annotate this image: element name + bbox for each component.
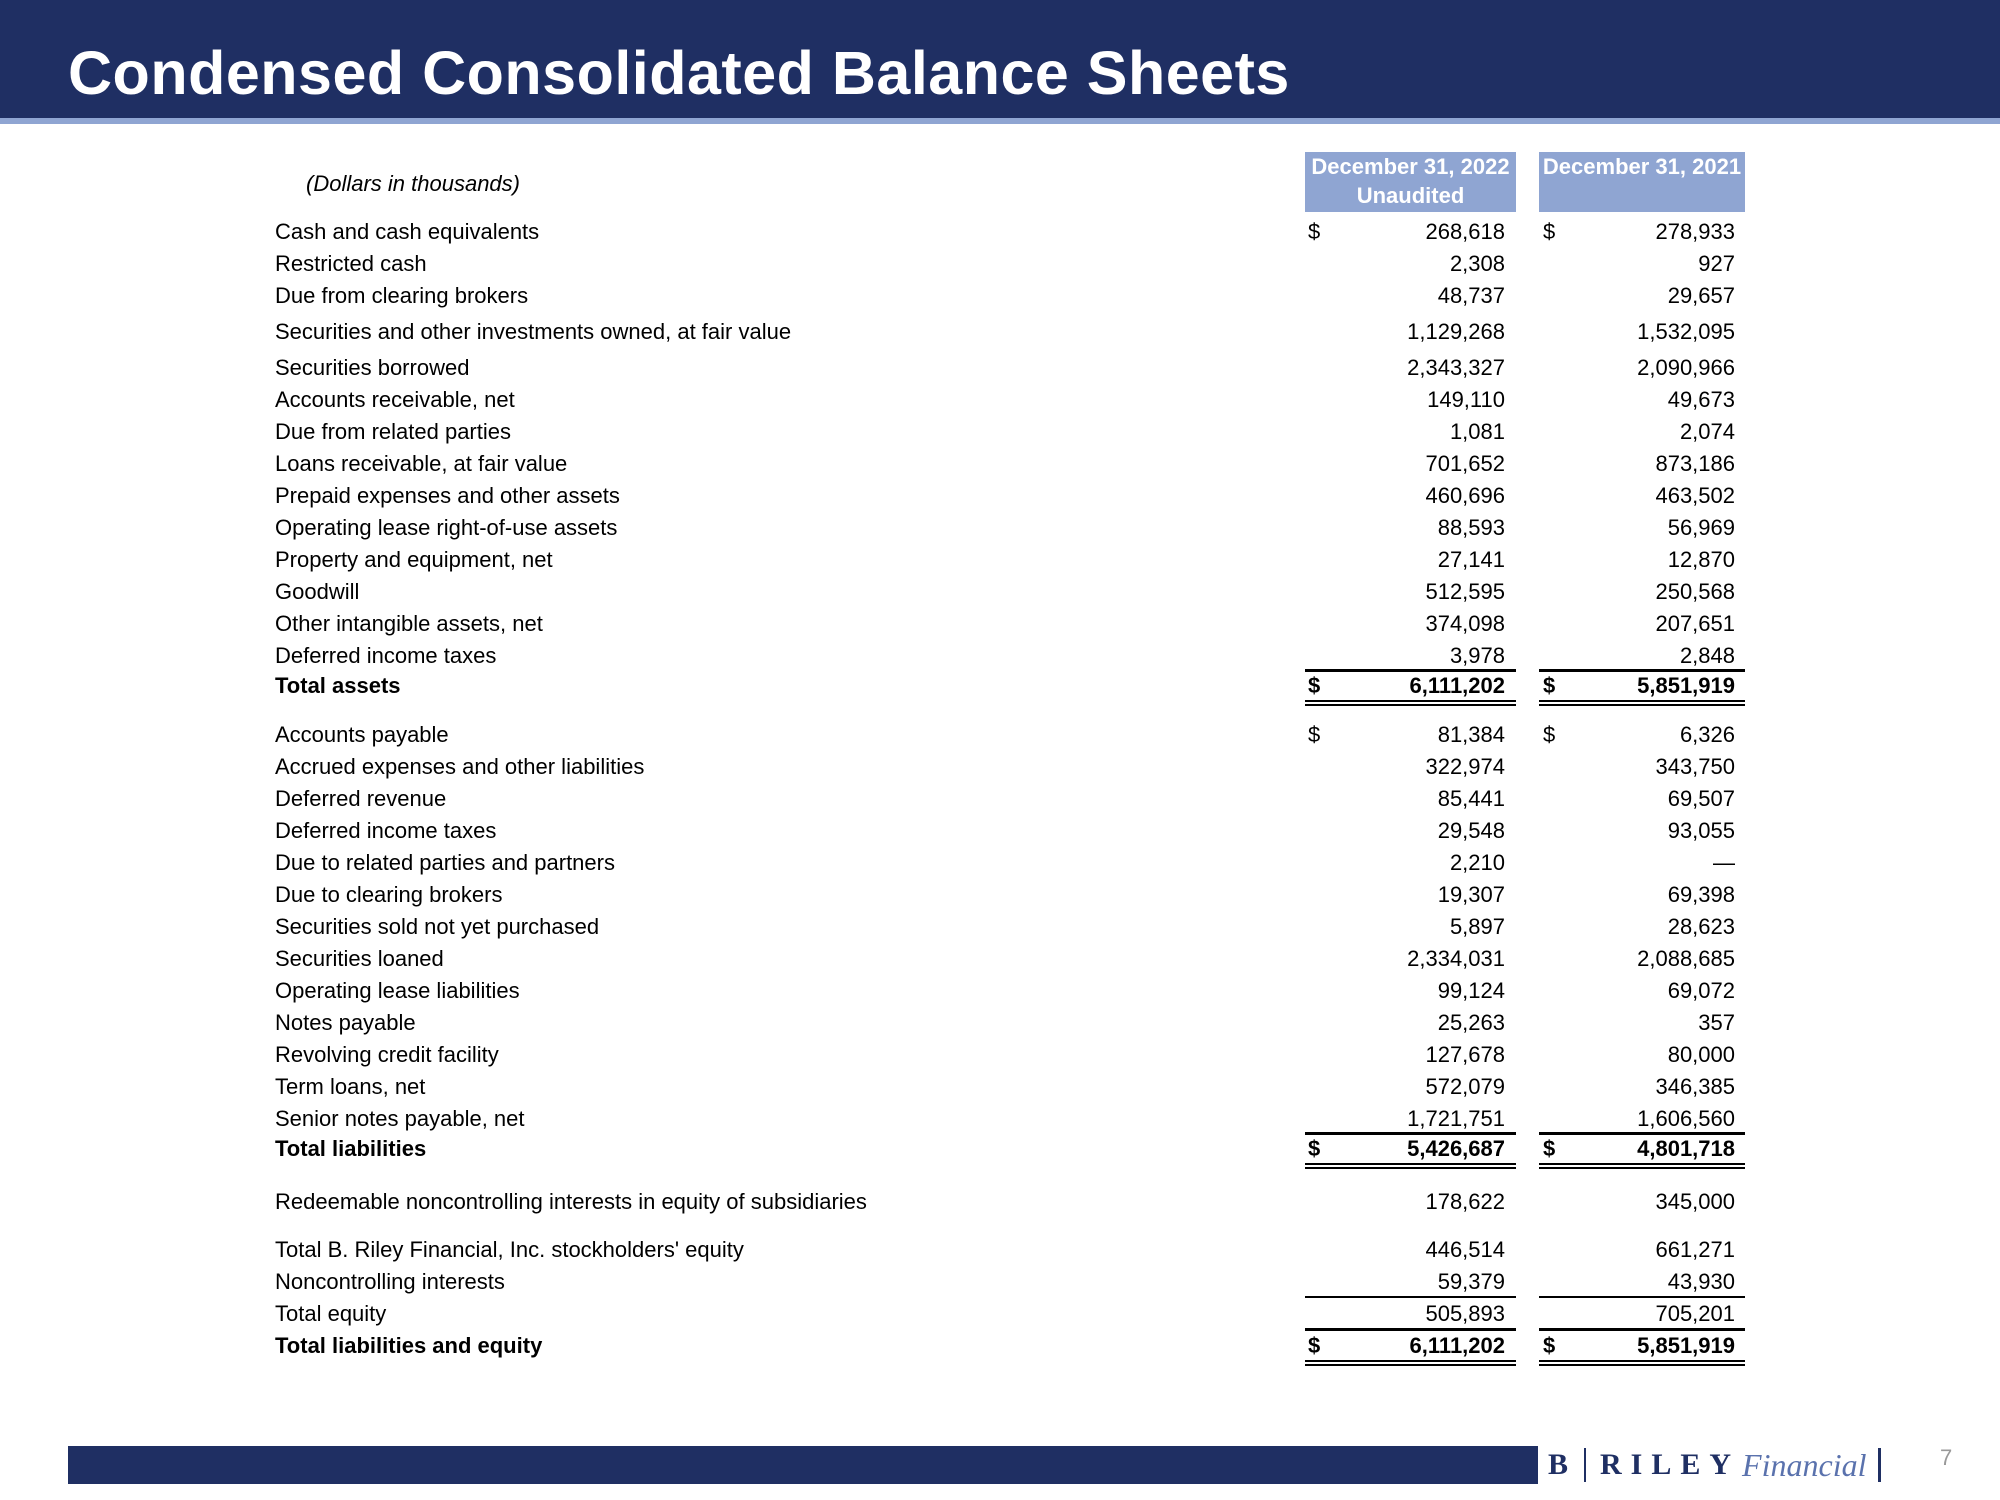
value-2022: 59,379	[1437, 1269, 1505, 1294]
value-2021: 1,606,560	[1637, 1106, 1735, 1131]
table-row	[0, 912, 2000, 942]
value-2021: 29,657	[1667, 283, 1735, 308]
value-2021: 5,851,919	[1637, 673, 1735, 698]
total-top-rule	[1305, 1329, 1516, 1331]
table-row	[0, 1299, 2000, 1329]
table-row	[0, 752, 2000, 782]
table-row	[0, 249, 2000, 279]
row-label: Accounts receivable, net	[275, 387, 515, 412]
row-label: Total liabilities and equity	[275, 1333, 543, 1358]
value-2022: 2,343,327	[1407, 355, 1505, 380]
value-2022: 374,098	[1425, 611, 1505, 636]
value-2022: 1,081	[1449, 419, 1505, 444]
table-row	[0, 1134, 2000, 1164]
value-2022: 29,548	[1437, 818, 1505, 843]
value-2022: 99,124	[1437, 978, 1505, 1003]
column-header-2021	[1539, 152, 1745, 212]
value-2022: 81,384	[1437, 722, 1505, 747]
row-label: Other intangible assets, net	[275, 611, 543, 636]
value-2021: 2,088,685	[1637, 946, 1735, 971]
value-2021: 250,568	[1655, 579, 1735, 604]
currency-2022: $	[1308, 722, 1321, 747]
row-label: Deferred income taxes	[275, 643, 497, 668]
currency-2021: $	[1543, 1333, 1556, 1358]
value-2022: 2,210	[1449, 850, 1505, 875]
row-label: Due to related parties and partners	[275, 850, 615, 875]
value-2022: 127,678	[1425, 1042, 1505, 1067]
value-2021: 927	[1698, 251, 1735, 276]
table-row	[0, 1235, 2000, 1265]
row-label: Due to clearing brokers	[275, 882, 503, 907]
value-2022: 446,514	[1425, 1237, 1505, 1262]
table-row	[0, 449, 2000, 479]
value-2021: 346,385	[1655, 1074, 1735, 1099]
header-accent-rule	[0, 118, 2000, 124]
logo-divider	[1584, 1448, 1586, 1482]
currency-2021: $	[1543, 1136, 1556, 1161]
value-2021: 278,933	[1655, 219, 1735, 244]
value-2022: 149,110	[1427, 387, 1505, 412]
value-2022: 5,426,687	[1407, 1136, 1505, 1161]
total-double-rule	[1539, 1163, 1745, 1169]
row-label: Total equity	[275, 1301, 387, 1326]
value-2021: 69,398	[1667, 882, 1735, 907]
column-header-2022-status: Unaudited	[1356, 183, 1465, 208]
total-top-rule	[1305, 669, 1516, 671]
table-row	[0, 720, 2000, 750]
value-2021: 463,502	[1655, 483, 1735, 508]
value-2021: 2,090,966	[1637, 355, 1735, 380]
table-row	[0, 848, 2000, 878]
total-top-rule	[1539, 669, 1745, 671]
value-2022: 88,593	[1437, 515, 1505, 540]
value-2021: 69,072	[1667, 978, 1735, 1003]
value-2022: 2,308	[1449, 251, 1505, 276]
value-2022: 85,441	[1437, 786, 1505, 811]
value-2021: —	[1713, 850, 1735, 875]
row-label: Securities sold not yet purchased	[275, 914, 600, 939]
company-logo	[1548, 1444, 1881, 1486]
table-row	[0, 545, 2000, 575]
table-row	[0, 481, 2000, 511]
total-double-rule	[1539, 1360, 1745, 1366]
row-label: Cash and cash equivalents	[275, 219, 540, 244]
currency-2021: $	[1543, 219, 1556, 244]
table-row	[0, 513, 2000, 543]
value-2021: 5,851,919	[1637, 1333, 1735, 1358]
table-row	[0, 784, 2000, 814]
value-2021: 1,532,095	[1637, 319, 1735, 344]
currency-2022: $	[1308, 1333, 1321, 1358]
value-2021: 2,074	[1679, 419, 1735, 444]
value-2021: 207,651	[1655, 611, 1735, 636]
row-label: Deferred revenue	[275, 786, 447, 811]
value-2021: 343,750	[1655, 754, 1735, 779]
row-label: Goodwill	[275, 579, 360, 604]
total-top-rule	[1539, 1329, 1745, 1331]
currency-2022: $	[1308, 1136, 1321, 1161]
value-2022: 505,893	[1425, 1301, 1505, 1326]
currency-2021: $	[1543, 722, 1556, 747]
value-2022: 25,263	[1437, 1010, 1505, 1035]
logo-financial: Financial	[1742, 1446, 1867, 1483]
table-row	[0, 217, 2000, 247]
row-label: Total assets	[275, 673, 401, 698]
subtotal-rule	[1305, 1296, 1516, 1298]
row-label: Prepaid expenses and other assets	[275, 483, 620, 508]
row-label: Accounts payable	[275, 722, 449, 747]
logo-end-bar	[1878, 1448, 1881, 1482]
row-label: Securities borrowed	[275, 355, 470, 380]
value-2022: 512,595	[1425, 579, 1505, 604]
row-label: Operating lease liabilities	[275, 978, 520, 1003]
total-double-rule	[1305, 1163, 1516, 1169]
row-label: Restricted cash	[275, 251, 427, 276]
table-row	[0, 385, 2000, 415]
total-top-rule	[1539, 1132, 1745, 1134]
table-row	[0, 281, 2000, 311]
value-2022: 6,111,202	[1409, 673, 1505, 698]
value-2022: 2,334,031	[1407, 946, 1505, 971]
value-2021: 28,623	[1667, 914, 1735, 939]
page-title: Condensed Consolidated Balance Sheets	[68, 39, 1290, 107]
value-2021: 69,507	[1667, 786, 1735, 811]
table-row	[0, 816, 2000, 846]
value-2021: 56,969	[1667, 515, 1735, 540]
row-label: Term loans, net	[275, 1074, 426, 1099]
value-2022: 19,307	[1437, 882, 1505, 907]
table-row	[0, 641, 2000, 671]
subtotal-rule	[1539, 1296, 1745, 1298]
value-2021: 93,055	[1667, 818, 1735, 843]
value-2022: 3,978	[1449, 643, 1505, 668]
row-label: Securities loaned	[275, 946, 444, 971]
row-label: Accrued expenses and other liabilities	[275, 754, 645, 779]
table-row	[0, 577, 2000, 607]
table-row	[0, 671, 2000, 701]
logo-b: B	[1548, 1448, 1571, 1481]
page-number: 7	[1940, 1445, 1953, 1470]
row-label: Revolving credit facility	[275, 1042, 499, 1067]
row-label: Noncontrolling interests	[275, 1269, 505, 1294]
row-label: Deferred income taxes	[275, 818, 497, 843]
total-top-rule	[1305, 1132, 1516, 1134]
value-2022: 6,111,202	[1409, 1333, 1505, 1358]
table-row	[0, 353, 2000, 383]
row-label: Property and equipment, net	[275, 547, 553, 572]
value-2022: 268,618	[1425, 219, 1505, 244]
value-2021: 4,801,718	[1637, 1136, 1735, 1161]
table-row	[0, 880, 2000, 910]
logo-riley: RILEY	[1600, 1448, 1741, 1481]
value-2021: 80,000	[1667, 1042, 1735, 1067]
value-2022: 27,141	[1437, 547, 1505, 572]
value-2022: 701,652	[1425, 451, 1505, 476]
total-double-rule	[1305, 1360, 1516, 1366]
total-double-rule	[1305, 700, 1516, 706]
currency-2021: $	[1543, 673, 1556, 698]
value-2021: 873,186	[1655, 451, 1735, 476]
value-2021: 661,271	[1655, 1237, 1735, 1262]
table-row	[0, 1008, 2000, 1038]
value-2021: 43,930	[1667, 1269, 1735, 1294]
value-2022: 460,696	[1425, 483, 1505, 508]
row-label: Notes payable	[275, 1010, 416, 1035]
column-header-2022	[1305, 152, 1516, 212]
table-row	[0, 944, 2000, 974]
table-row	[0, 1040, 2000, 1070]
value-2022: 5,897	[1449, 914, 1505, 939]
table-row	[0, 1072, 2000, 1102]
row-label: Redeemable noncontrolling interests in equity of subsidiaries	[275, 1189, 867, 1214]
table-row	[0, 609, 2000, 639]
table-row	[0, 1331, 2000, 1361]
table-row	[0, 1104, 2000, 1134]
row-label: Loans receivable, at fair value	[275, 451, 568, 476]
value-2021: 357	[1698, 1010, 1735, 1035]
row-label: Senior notes payable, net	[275, 1106, 525, 1131]
row-label: Due from related parties	[275, 419, 511, 444]
currency-2022: $	[1308, 673, 1321, 698]
value-2022: 572,079	[1425, 1074, 1505, 1099]
value-2021: 705,201	[1655, 1301, 1735, 1326]
value-2021: 6,326	[1679, 722, 1735, 747]
currency-2022: $	[1308, 219, 1321, 244]
value-2022: 48,737	[1437, 283, 1505, 308]
table-row	[0, 317, 2000, 347]
row-label: Total B. Riley Financial, Inc. stockholders' equity	[275, 1237, 744, 1262]
value-2022: 178,622	[1425, 1189, 1505, 1214]
table-row	[0, 1187, 2000, 1217]
units-note: (Dollars in thousands)	[306, 171, 520, 196]
column-header-2022-date: December 31, 2022	[1311, 154, 1510, 179]
row-label: Due from clearing brokers	[275, 283, 529, 308]
table-row	[0, 976, 2000, 1006]
value-2021: 49,673	[1667, 387, 1735, 412]
row-label: Operating lease right-of-use assets	[275, 515, 618, 540]
value-2022: 1,129,268	[1407, 319, 1505, 344]
row-label: Securities and other investments owned, at fair value	[275, 319, 792, 344]
total-double-rule	[1539, 700, 1745, 706]
row-label: Total liabilities	[275, 1136, 427, 1161]
value-2022: 1,721,751	[1407, 1106, 1505, 1131]
value-2022: 322,974	[1425, 754, 1505, 779]
table-row	[0, 1267, 2000, 1297]
value-2021: 2,848	[1679, 643, 1735, 668]
column-header-2021-date: December 31, 2021	[1542, 154, 1742, 179]
table-row	[0, 417, 2000, 447]
footer-bar	[68, 1446, 1538, 1484]
value-2021: 345,000	[1655, 1189, 1735, 1214]
value-2021: 12,870	[1667, 547, 1735, 572]
